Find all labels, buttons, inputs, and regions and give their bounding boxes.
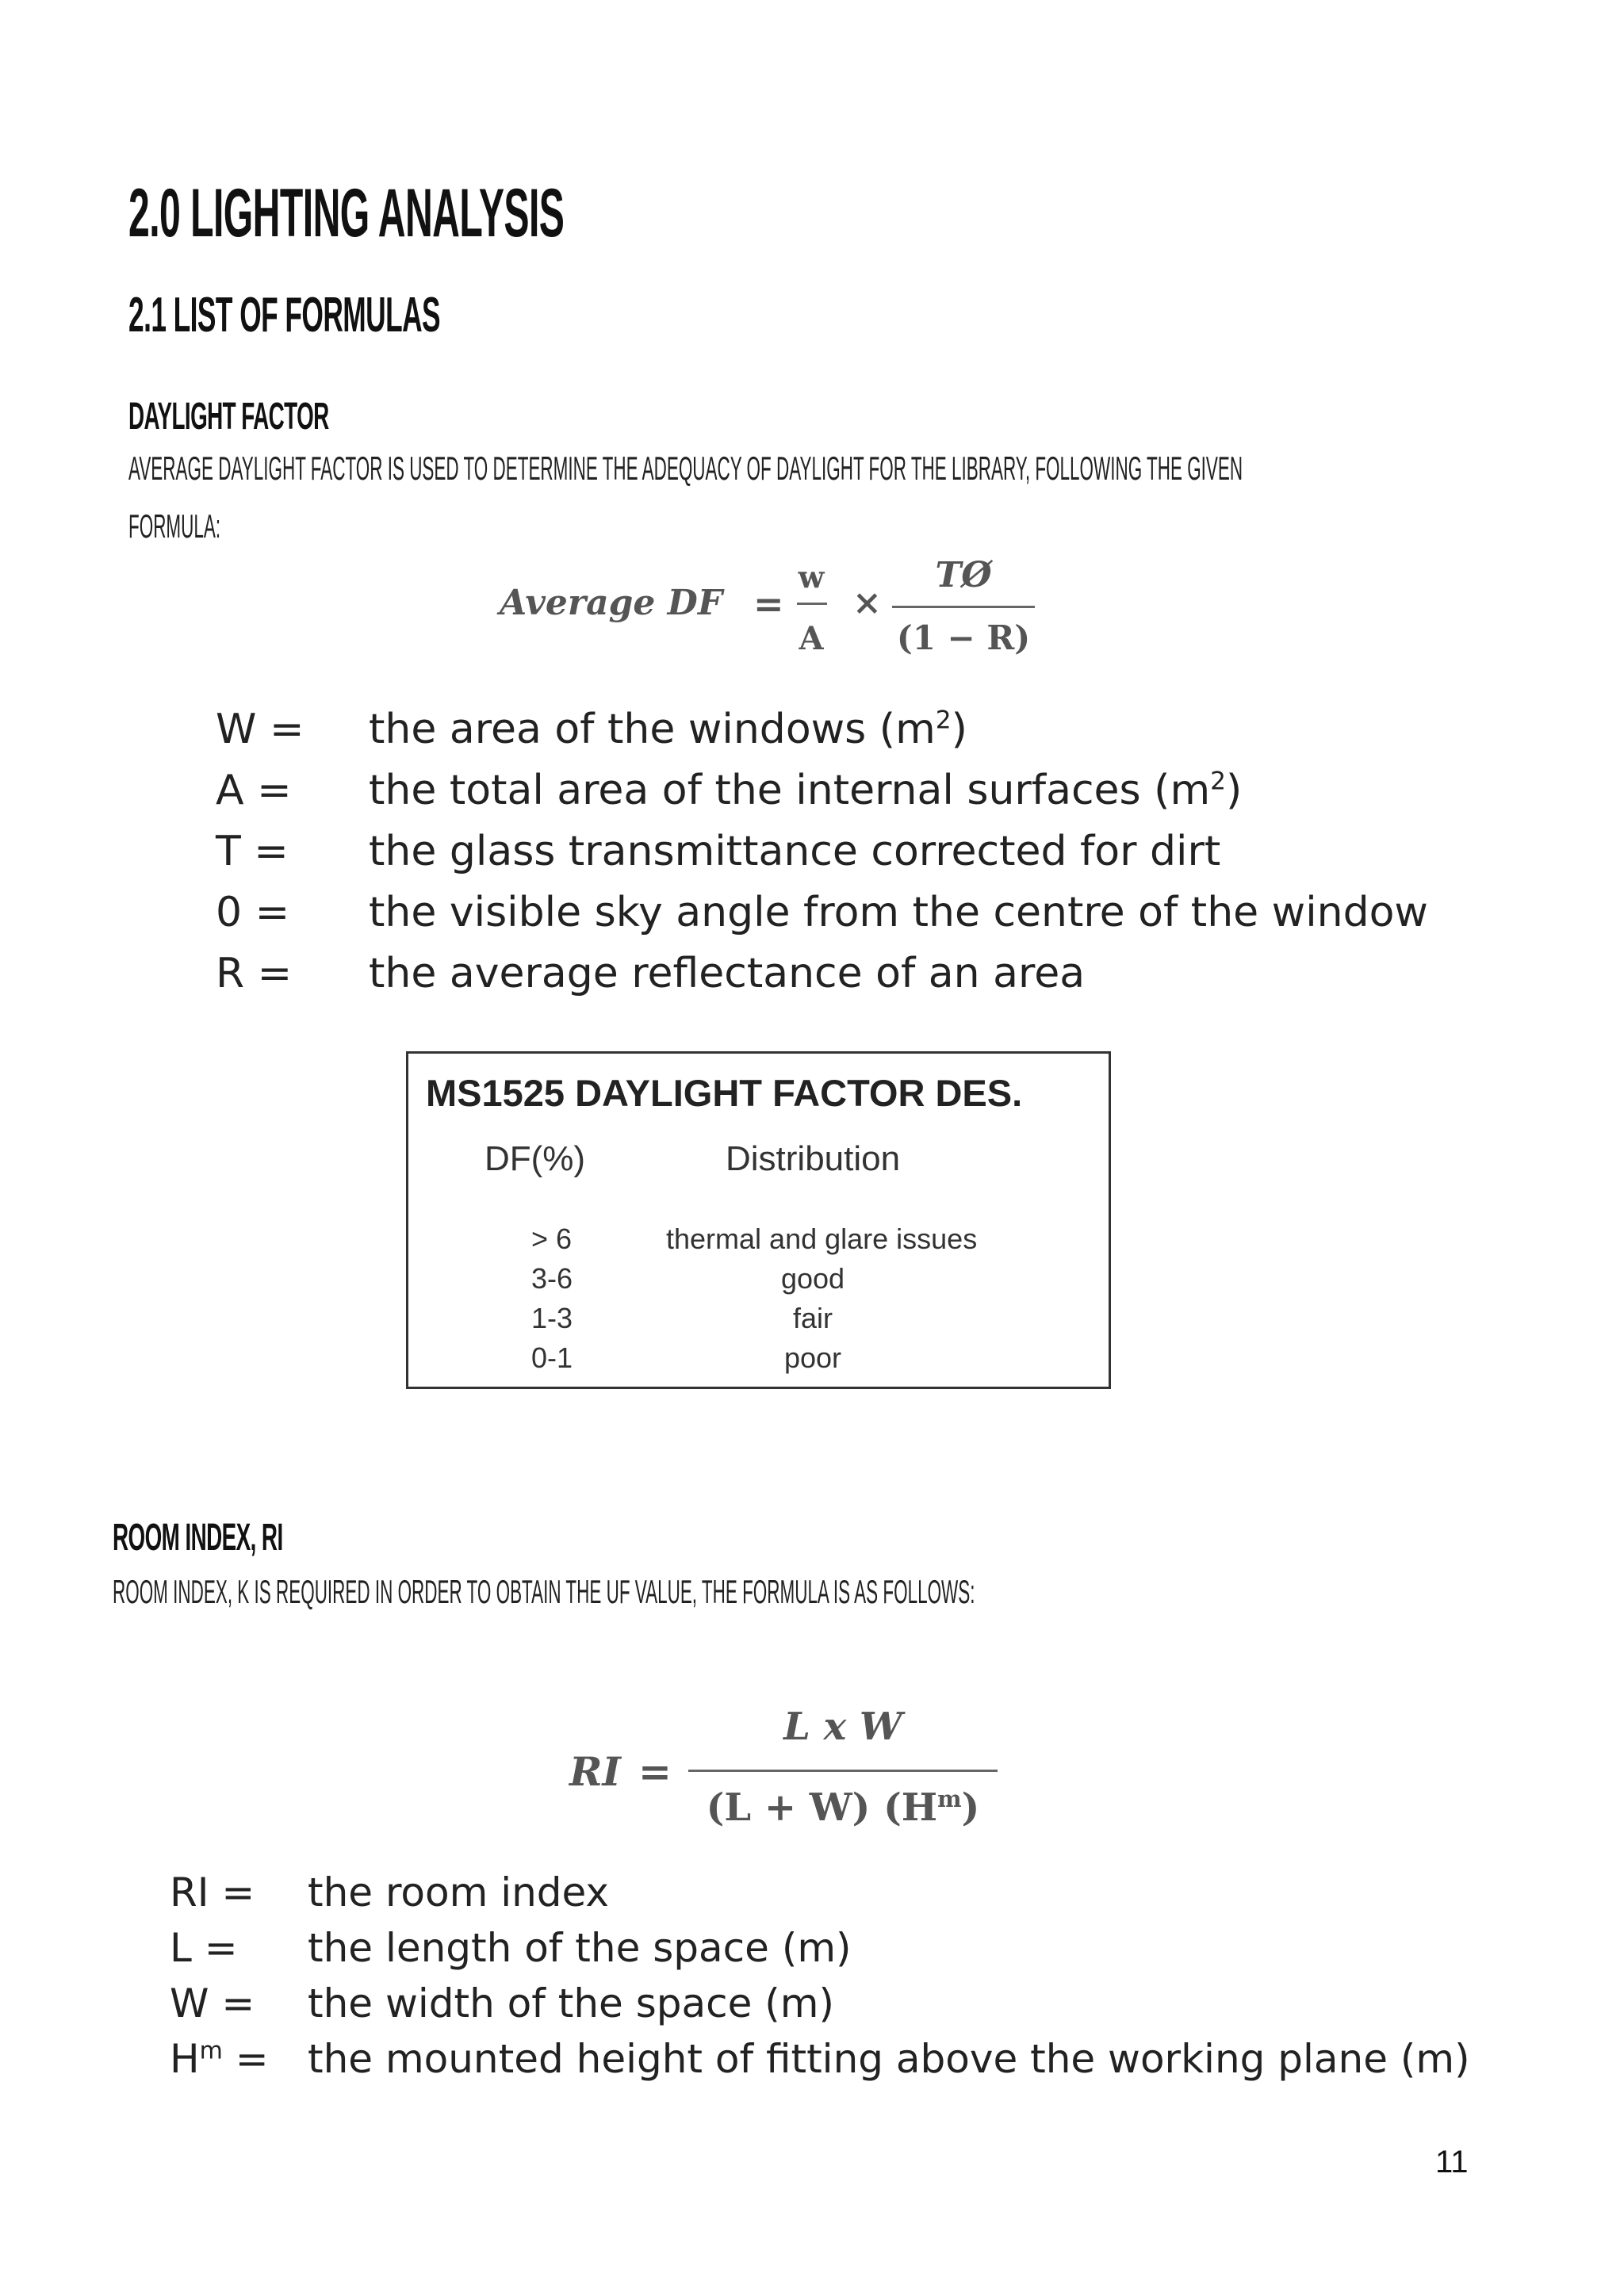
definition-text: the width of the space (m) bbox=[308, 1980, 834, 2026]
definition-symbol: R = bbox=[216, 950, 293, 997]
definition-text: the average reflectance of an area bbox=[369, 950, 1086, 997]
daylight-heading: DAYLIGHT FACTOR bbox=[128, 396, 329, 438]
definition-symbol: T = bbox=[216, 828, 289, 875]
ri-denominator: (L + W) $(H^m)$ bbox=[706, 1785, 980, 1830]
definition-text: the mounted height of fitting above the working plane (m) bbox=[308, 2036, 1470, 2082]
definition-text: the glass transmittance corrected for dirt bbox=[369, 828, 1221, 875]
definition-text: the visible sky angle from the centre of the window bbox=[369, 889, 1428, 936]
df-classification-table bbox=[406, 1051, 1111, 1389]
table-cell-distribution: fair bbox=[792, 1302, 833, 1334]
room-index-description: ROOM INDEX, K IS REQUIRED IN ORDER TO OBTAIN THE UF VALUE, THE FORMULA IS AS FOLLOWS: bbox=[113, 1573, 975, 1610]
ri-fraction-line bbox=[688, 1770, 998, 1772]
table-cell-df: > 6 bbox=[531, 1223, 573, 1255]
frac1-line bbox=[797, 603, 827, 605]
daylight-description-line2: FORMULA: bbox=[128, 507, 221, 545]
table-title: MS1525 DAYLIGHT FACTOR DES. bbox=[426, 1072, 1023, 1114]
definition-symbol: W = bbox=[170, 1980, 255, 2026]
definition-symbol: W = bbox=[216, 706, 304, 753]
table-header-distribution: Distribution bbox=[726, 1139, 901, 1178]
definition-text: the total area of the internal surfaces $(m^2)$ bbox=[369, 767, 1243, 814]
definition-symbol: 0 = bbox=[216, 889, 290, 936]
frac2-numerator: TØ bbox=[935, 555, 992, 595]
table-cell-distribution: poor bbox=[783, 1341, 842, 1374]
ri-formula-lhs: RI bbox=[569, 1748, 621, 1795]
definition-symbol: A = bbox=[216, 767, 292, 814]
formula-equals: = bbox=[753, 583, 784, 626]
table-cell-df: 3-6 bbox=[531, 1262, 573, 1295]
ri-numerator: L x W bbox=[783, 1705, 902, 1749]
frac2-denominator: (1 − R) bbox=[896, 618, 1031, 657]
room-index-heading: ROOM INDEX, RI bbox=[113, 1517, 283, 1559]
table-cell-df: 1-3 bbox=[531, 1302, 573, 1334]
formula-lhs: Average DF bbox=[500, 583, 723, 623]
table-cell-distribution: good bbox=[780, 1262, 845, 1295]
ri-formula-equals: = bbox=[638, 1748, 672, 1795]
page-title: 2.0 LIGHTING ANALYSIS bbox=[128, 175, 565, 251]
table-cell-distribution: thermal and glare issues bbox=[666, 1223, 978, 1255]
definition-symbol: RI = bbox=[170, 1869, 255, 1915]
frac1-numerator: w bbox=[798, 559, 825, 595]
definition-text: the length of the space (m) bbox=[308, 1925, 852, 1971]
formula-times: × bbox=[852, 583, 882, 623]
section-subtitle: 2.1 LIST OF FORMULAS bbox=[128, 288, 441, 342]
definition-symbol: $H^m$ = bbox=[170, 2036, 269, 2082]
daylight-description-line1: AVERAGE DAYLIGHT FACTOR IS USED TO DETERMINE THE ADEQUACY OF DAYLIGHT FOR THE LIBRARY, FOLLOWING THE GIVEN bbox=[128, 450, 1243, 487]
frac1-denominator: A bbox=[799, 620, 824, 657]
definition-text: the area of the windows $(m^2)$ bbox=[369, 706, 967, 753]
table-cell-df: 0-1 bbox=[531, 1341, 573, 1374]
page-number: 11 bbox=[1435, 2145, 1469, 2179]
definition-symbol: L = bbox=[170, 1925, 238, 1971]
definition-text: the room index bbox=[308, 1869, 609, 1915]
frac2-line bbox=[892, 606, 1035, 608]
table-header-df: DF(%) bbox=[485, 1139, 586, 1178]
